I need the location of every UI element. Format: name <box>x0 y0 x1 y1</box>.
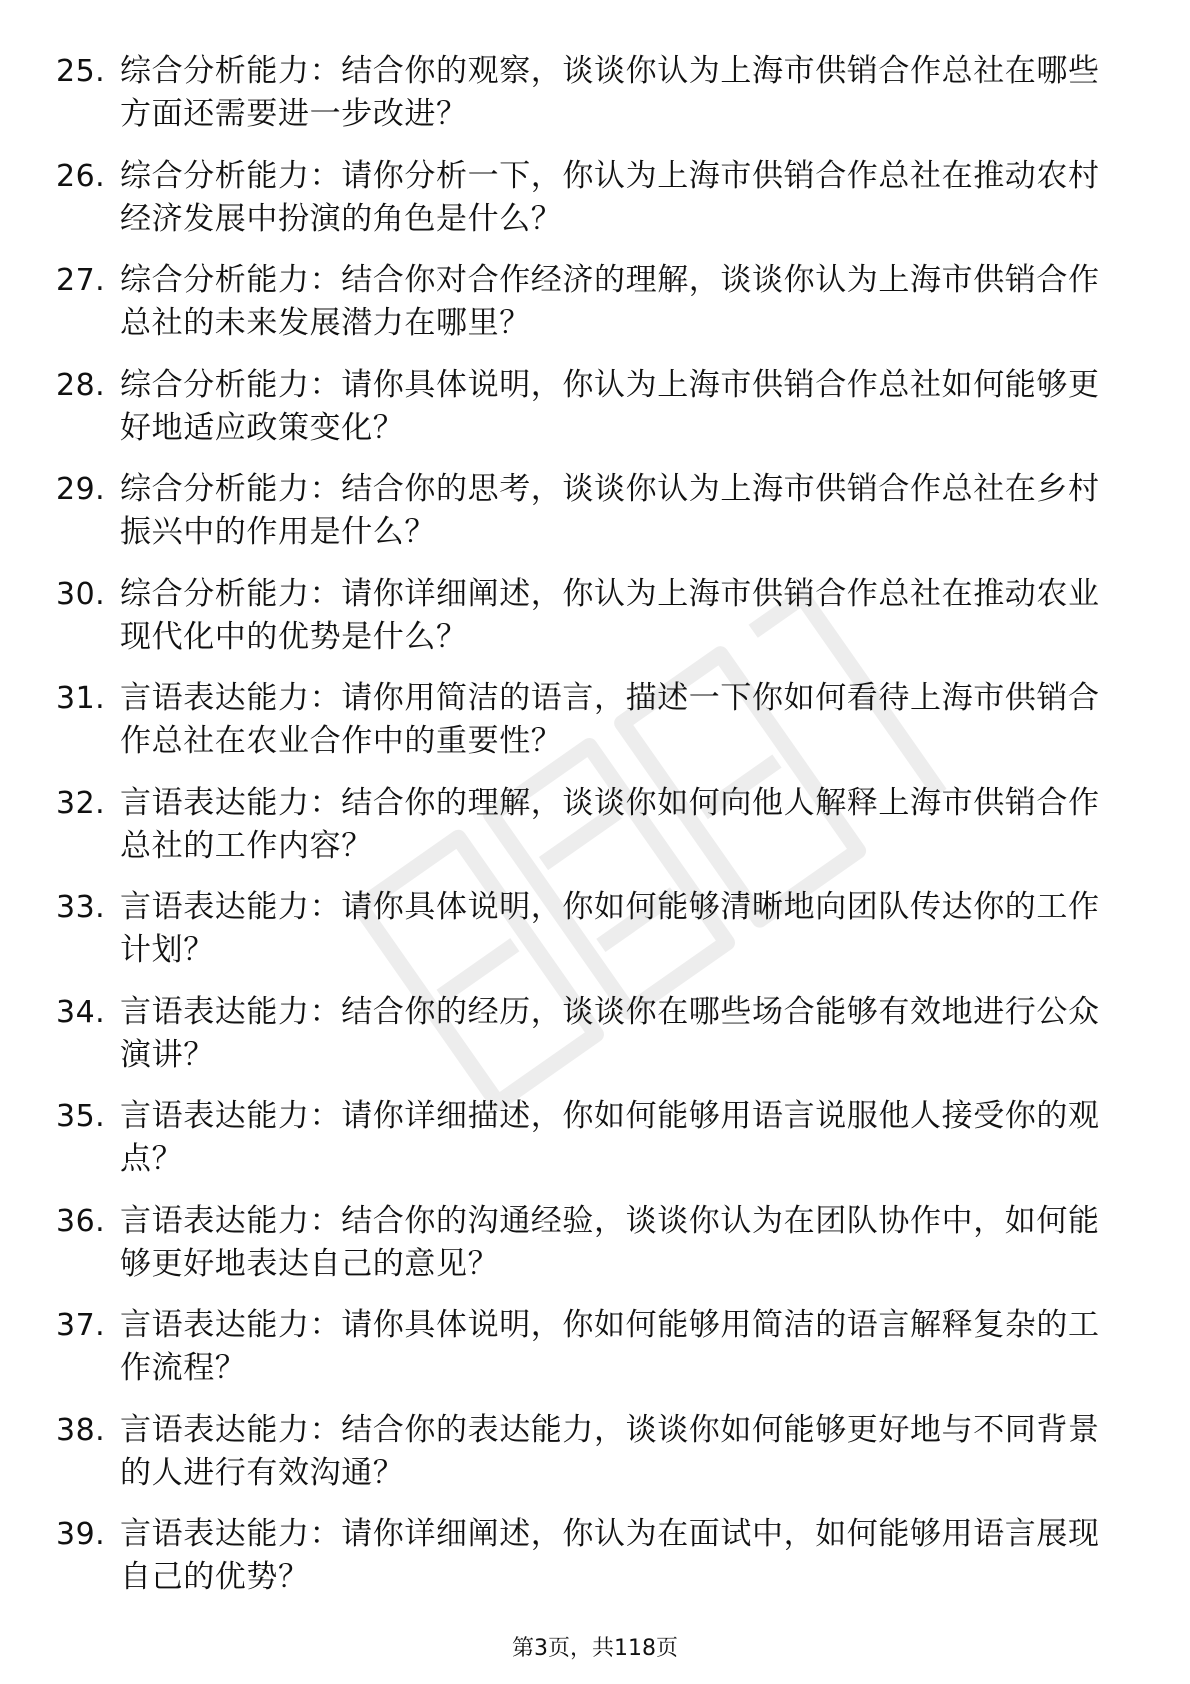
question-text: 言语表达能力：请你用简洁的语言，描述一下你如何看待上海市供销合作总社在农业合作中的重要性？ <box>120 680 1100 759</box>
question-item <box>56 155 1116 260</box>
question-item <box>56 886 1116 991</box>
question-text: 言语表达能力：结合你的理解，谈谈你如何向他人解释上海市供销合作总社的工作内容？ <box>120 784 1100 864</box>
question-text: 言语表达能力：请你具体说明，你如何能够用简洁的语言解释复杂的工作流程？ <box>120 1307 1100 1386</box>
question-item <box>56 468 1116 573</box>
question-number: 25. <box>56 54 106 89</box>
question-item <box>56 991 1116 1096</box>
question-text: 综合分析能力：请你分析一下，你认为上海市供销合作总社在推动农村经济发展中扮演的角色是什么？ <box>120 157 1100 237</box>
question-number: 29. <box>56 472 106 507</box>
question-item <box>56 1409 1116 1514</box>
question-number: 31. <box>56 681 106 716</box>
question-text: 综合分析能力：请你详细阐述，你认为上海市供销合作总社在推动农业现代化中的优势是什么？ <box>120 575 1100 655</box>
question-text: 言语表达能力：请你具体说明，你如何能够清晰地向团队传达你的工作计划？ <box>120 889 1100 968</box>
question-item <box>56 677 1116 782</box>
question-text: 言语表达能力：结合你的经历，谈谈你在哪些场合能够有效地进行公众演讲？ <box>120 993 1100 1073</box>
question-number: 34. <box>56 994 106 1030</box>
question-number: 37. <box>56 1308 106 1343</box>
question-number: 27. <box>56 263 106 298</box>
question-text: 综合分析能力：结合你对合作经济的理解，谈谈你认为上海市供销合作总社的未来发展潜力在哪里？ <box>120 262 1100 341</box>
question-number: 36. <box>56 1203 106 1239</box>
question-item <box>56 1095 1116 1200</box>
question-text: 言语表达能力：请你详细描述，你如何能够用语言说服他人接受你的观点？ <box>120 1098 1100 1177</box>
question-text: 综合分析能力：结合你的观察，谈谈你认为上海市供销合作总社在哪些方面还需要进一步改进？ <box>120 53 1100 132</box>
question-item <box>56 1513 1116 1618</box>
question-item <box>56 782 1116 887</box>
question-number: 33. <box>56 890 106 925</box>
question-number: 28. <box>56 367 106 403</box>
question-item <box>56 364 1116 469</box>
question-number: 32. <box>56 785 106 821</box>
question-item <box>56 573 1116 678</box>
question-item <box>56 1200 1116 1305</box>
question-text: 综合分析能力：请你具体说明，你认为上海市供销合作总社如何能够更好地适应政策变化？ <box>120 366 1100 446</box>
question-text: 言语表达能力：结合你的沟通经验，谈谈你认为在团队协作中，如何能够更好地表达自己的意见？ <box>120 1202 1100 1282</box>
question-list <box>56 50 1116 1618</box>
question-item <box>56 259 1116 364</box>
question-number: 26. <box>56 158 106 194</box>
question-number: 30. <box>56 576 106 612</box>
question-number: 35. <box>56 1099 106 1134</box>
question-item <box>56 1304 1116 1409</box>
question-number: 38. <box>56 1412 106 1448</box>
question-text: 综合分析能力：结合你的思考，谈谈你认为上海市供销合作总社在乡村振兴中的作用是什么？ <box>120 471 1100 550</box>
question-text: 言语表达能力：请你详细阐述，你认为在面试中，如何能够用语言展现自己的优势？ <box>120 1516 1100 1595</box>
question-text: 言语表达能力：结合你的表达能力，谈谈你如何能够更好地与不同背景的人进行有效沟通？ <box>120 1411 1100 1491</box>
page-footer: 第3页，共118页 <box>512 1636 678 1661</box>
question-number: 39. <box>56 1517 106 1552</box>
question-item <box>56 50 1116 155</box>
